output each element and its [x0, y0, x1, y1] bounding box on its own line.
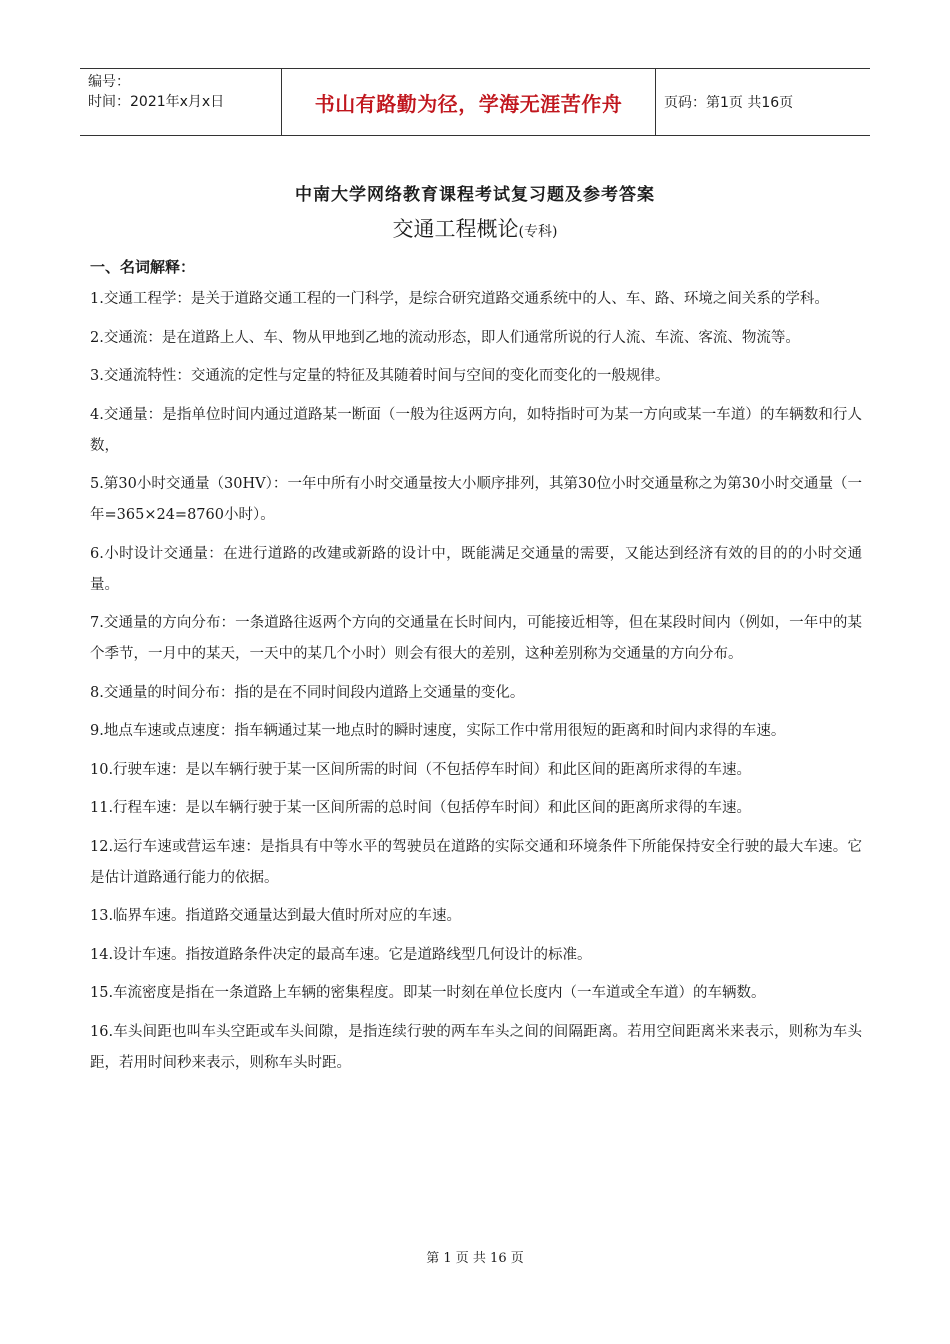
header-motto: 书山有路勤为径，学海无涯苦作舟	[282, 69, 656, 135]
definition-item: 6.小时设计交通量：在进行道路的改建或新路的设计中，既能满足交通量的需要，又能达到经济有效的目的的小时交通量。	[90, 545, 862, 593]
definition-item: 16.车头间距也叫车头空距或车头间隙，是指连续行驶的两车车头之间的间隔距离。若用空间距离米来表示，则称为车头距，若用时间秒来表示，则称车头时距。	[90, 1023, 862, 1071]
definition-item: 11.行程车速：是以车辆行驶于某一区间所需的总时间（包括停车时间）和此区间的距离所求得的车速。	[90, 800, 752, 816]
definition-item: 3.交通流特性：交通流的定性与定量的特征及其随着时间与空间的变化而变化的一般规律。	[90, 368, 670, 384]
definition-item: 13.临界车速。指道路交通量达到最大值时所对应的车速。	[90, 908, 462, 924]
header-table	[80, 68, 870, 136]
definition-item: 2.交通流：是在道路上人、车、物从甲地到乙地的流动形态，即人们通常所说的行人流、车流、客流、物流等。	[90, 329, 800, 346]
definition-item: 8.交通量的时间分布：指的是在不同时间段内道路上交通量的变化。	[90, 684, 525, 701]
definition-item: 5.第30小时交通量（30HV）：一年中所有小时交通量按大小顺序排列，其第30位小时交通量称之为第30小时交通量（一年=365×24=8760小时）。	[90, 476, 862, 523]
definition-item: 4.交通量：是指单位时间内通过道路某一断面（一般为往返两方向，如特指时可为某一方向或某一车道）的车辆数和行人数，	[90, 406, 862, 454]
course-name: 交通工程概论	[392, 217, 519, 241]
course-level: (专科)	[518, 224, 558, 240]
number-label: 编号：	[88, 74, 130, 90]
definition-item: 15.车流密度是指在一条道路上车辆的密集程度。即某一时刻在单位长度内（一车道或全车道）的车辆数。	[90, 985, 766, 1001]
page-footer: 第 1 页 共 16 页	[426, 1251, 524, 1266]
time-label: 时间：2021年x月x日	[88, 94, 225, 110]
definition-item: 1.交通工程学：是关于道路交通工程的一门科学，是综合研究道路交通系统中的人、车、路、环境之间关系的学科。	[90, 291, 829, 307]
definition-item: 10.行驶车速：是以车辆行驶于某一区间所需的时间（不包括停车时间）和此区间的距离所求得的车速。	[90, 761, 752, 778]
definition-item: 9.地点车速或点速度：指车辆通过某一地点时的瞬时速度，实际工作中常用很短的距离和时间内求得的车速。	[90, 723, 786, 739]
document-title: 中南大学网络教育课程考试复习题及参考答案	[295, 185, 655, 205]
document-subtitle	[0, 213, 950, 243]
definitions-list	[90, 284, 862, 1086]
header-meta	[80, 69, 282, 135]
definition-item: 12.运行车速或营运车速：是指具有中等水平的驾驶员在道路的实际交通和环境条件下所能保持安全行驶的最大车速。它是估计道路通行能力的依据。	[90, 838, 862, 886]
definition-item: 14.设计车速。指按道路条件决定的最高车速。它是道路线型几何设计的标准。	[90, 946, 592, 963]
definition-item: 7.交通量的方向分布：一条道路往返两个方向的交通量在长时间内，可能接近相等，但在某段时间内（例如，一年中的某个季节，一月中的某天，一天中的某几个小时）则会有很大的差别，这种差别称为交通量的方向分布。	[90, 615, 862, 662]
header-page-info: 页码：第1页 共16页	[664, 95, 794, 111]
section-heading: 一、名词解释：	[90, 258, 196, 276]
